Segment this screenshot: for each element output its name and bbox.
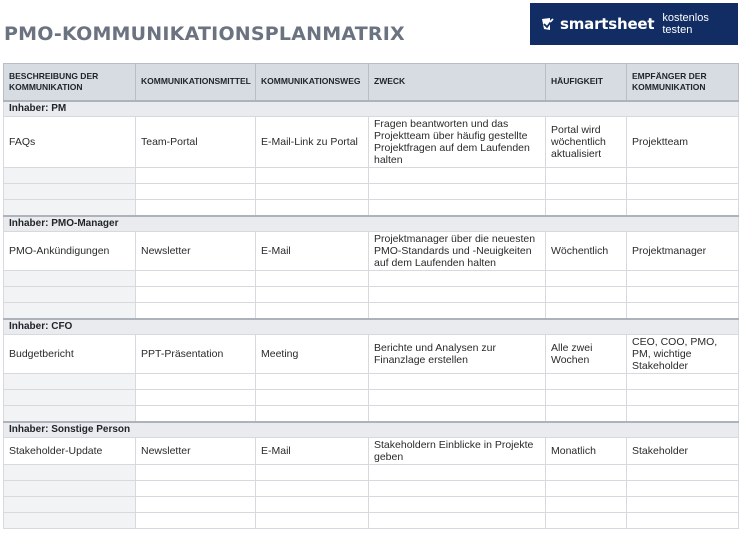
table-cell[interactable]: Wöchentlich bbox=[546, 232, 627, 271]
table-cell[interactable] bbox=[136, 374, 256, 390]
header-row bbox=[4, 64, 739, 101]
table-cell[interactable] bbox=[369, 184, 546, 200]
table-row bbox=[4, 271, 739, 287]
table-cell[interactable]: FAQs bbox=[4, 117, 136, 168]
table-cell[interactable] bbox=[136, 287, 256, 303]
table-cell[interactable] bbox=[136, 497, 256, 513]
table-cell[interactable] bbox=[546, 513, 627, 529]
table-row bbox=[4, 303, 739, 319]
table-row bbox=[4, 406, 739, 422]
brand-name: smartsheet bbox=[560, 15, 655, 33]
column-header: HÄUFIGKEIT bbox=[546, 64, 627, 101]
table-cell[interactable] bbox=[546, 497, 627, 513]
table-cell[interactable] bbox=[4, 481, 136, 497]
table-cell[interactable] bbox=[627, 497, 739, 513]
section-owner-label: Inhaber: PMO-Manager bbox=[4, 216, 739, 232]
table-cell[interactable] bbox=[136, 465, 256, 481]
section-owner-label: Inhaber: PM bbox=[4, 101, 739, 117]
column-header: KOMMUNIKATIONSMITTEL bbox=[136, 64, 256, 101]
column-header: EMPFÄNGER DER KOMMUNIKATION bbox=[627, 64, 739, 101]
table-cell[interactable] bbox=[4, 184, 136, 200]
column-header: KOMMUNIKATIONSWEG bbox=[256, 64, 369, 101]
table-row bbox=[4, 287, 739, 303]
table-cell[interactable]: Meeting bbox=[256, 335, 369, 374]
smartsheet-trial-banner[interactable] bbox=[530, 3, 738, 45]
table-cell[interactable] bbox=[546, 271, 627, 287]
table-cell[interactable]: E-Mail-Link zu Portal bbox=[256, 117, 369, 168]
table-cell[interactable] bbox=[627, 271, 739, 287]
table-cell[interactable]: E-Mail bbox=[256, 438, 369, 465]
table-cell[interactable]: Stakeholdern Einblicke in Projekte geben bbox=[369, 438, 546, 465]
table-cell[interactable] bbox=[256, 287, 369, 303]
table-cell[interactable] bbox=[256, 406, 369, 422]
table-cell[interactable] bbox=[256, 374, 369, 390]
table-cell[interactable] bbox=[546, 287, 627, 303]
table-cell[interactable] bbox=[369, 374, 546, 390]
table-cell[interactable] bbox=[256, 168, 369, 184]
table-cell[interactable] bbox=[546, 481, 627, 497]
table-row bbox=[4, 390, 739, 406]
table-cell[interactable]: PMO-Ankündigungen bbox=[4, 232, 136, 271]
table-cell[interactable] bbox=[369, 481, 546, 497]
table-cell[interactable] bbox=[136, 271, 256, 287]
table-cell[interactable]: Projektmanager über die neuesten PMO-Standards und -Neuigkeiten auf dem Laufenden halten bbox=[369, 232, 546, 271]
column-header: ZWECK bbox=[369, 64, 546, 101]
table-cell[interactable]: E-Mail bbox=[256, 232, 369, 271]
table-cell[interactable] bbox=[627, 303, 739, 319]
table-cell[interactable] bbox=[4, 513, 136, 529]
table-cell[interactable] bbox=[627, 168, 739, 184]
table-cell[interactable] bbox=[546, 184, 627, 200]
table-cell[interactable] bbox=[546, 374, 627, 390]
table-cell[interactable] bbox=[136, 168, 256, 184]
table-cell[interactable] bbox=[4, 271, 136, 287]
table-cell[interactable] bbox=[627, 513, 739, 529]
section-row bbox=[4, 101, 739, 117]
table-row bbox=[4, 335, 739, 374]
table-cell[interactable] bbox=[627, 465, 739, 481]
table-cell[interactable] bbox=[256, 497, 369, 513]
section-row bbox=[4, 216, 739, 232]
table-cell[interactable] bbox=[256, 390, 369, 406]
table-row bbox=[4, 513, 739, 529]
table-cell[interactable] bbox=[369, 168, 546, 184]
table-cell[interactable] bbox=[369, 200, 546, 216]
table-cell[interactable]: Budgetbericht bbox=[4, 335, 136, 374]
table-cell[interactable] bbox=[136, 303, 256, 319]
table-cell[interactable] bbox=[136, 406, 256, 422]
table-cell[interactable] bbox=[256, 481, 369, 497]
table-row bbox=[4, 117, 739, 168]
table-cell[interactable] bbox=[627, 390, 739, 406]
table-cell[interactable]: Newsletter bbox=[136, 438, 256, 465]
table-cell[interactable] bbox=[546, 168, 627, 184]
section-row bbox=[4, 422, 739, 438]
table-cell[interactable] bbox=[4, 200, 136, 216]
table-cell[interactable] bbox=[369, 406, 546, 422]
table-cell[interactable] bbox=[627, 374, 739, 390]
table-cell[interactable] bbox=[136, 513, 256, 529]
table-cell[interactable] bbox=[627, 184, 739, 200]
table-cell[interactable] bbox=[136, 390, 256, 406]
table-cell[interactable] bbox=[627, 200, 739, 216]
table-cell[interactable] bbox=[369, 497, 546, 513]
table-cell[interactable] bbox=[4, 497, 136, 513]
table-cell[interactable] bbox=[546, 465, 627, 481]
table-cell[interactable] bbox=[546, 303, 627, 319]
table-cell[interactable]: Projektteam bbox=[627, 117, 739, 168]
table-cell[interactable]: Berichte und Analysen zur Finanzlage erstellen bbox=[369, 335, 546, 374]
table-row bbox=[4, 481, 739, 497]
table-row bbox=[4, 184, 739, 200]
table-cell[interactable] bbox=[256, 200, 369, 216]
table-cell[interactable] bbox=[136, 184, 256, 200]
table-cell[interactable]: Fragen beantworten und das Projektteam über häufig gestellte Projektfragen auf dem Laufenden halten bbox=[369, 117, 546, 168]
table-cell[interactable] bbox=[369, 513, 546, 529]
table-cell[interactable] bbox=[4, 465, 136, 481]
table-cell[interactable]: PPT-Präsentation bbox=[136, 335, 256, 374]
communication-matrix-table bbox=[3, 63, 739, 529]
column-header: BESCHREIBUNG DER KOMMUNIKATION bbox=[4, 64, 136, 101]
section-row bbox=[4, 319, 739, 335]
table-cell[interactable]: Stakeholder-Update bbox=[4, 438, 136, 465]
free-trial-link[interactable]: kostenlos testen bbox=[662, 12, 709, 36]
table-row bbox=[4, 168, 739, 184]
table-cell[interactable] bbox=[136, 481, 256, 497]
table-cell[interactable] bbox=[546, 200, 627, 216]
table-cell[interactable] bbox=[256, 303, 369, 319]
table-cell[interactable] bbox=[256, 513, 369, 529]
table-cell[interactable] bbox=[256, 271, 369, 287]
smartsheet-logo-icon bbox=[541, 17, 555, 31]
table-cell[interactable] bbox=[369, 271, 546, 287]
table-cell[interactable] bbox=[4, 287, 136, 303]
table-cell[interactable]: Newsletter bbox=[136, 232, 256, 271]
page-title: PMO-KOMMUNIKATIONSPLANMATRIX bbox=[4, 23, 405, 45]
table-cell[interactable] bbox=[627, 287, 739, 303]
table-row bbox=[4, 438, 739, 465]
table-cell[interactable]: CEO, COO, PMO, PM, wichtige Stakeholder bbox=[627, 335, 739, 374]
table-cell[interactable] bbox=[369, 287, 546, 303]
table-cell[interactable] bbox=[546, 406, 627, 422]
table-cell[interactable] bbox=[369, 303, 546, 319]
table-cell[interactable]: Projektmanager bbox=[627, 232, 739, 271]
table-cell[interactable]: Alle zwei Wochen bbox=[546, 335, 627, 374]
table-cell[interactable] bbox=[369, 390, 546, 406]
table-cell[interactable] bbox=[546, 390, 627, 406]
section-owner-label: Inhaber: Sonstige Person bbox=[4, 422, 739, 438]
table-cell[interactable] bbox=[136, 200, 256, 216]
table-cell[interactable]: Portal wird wöchentlich aktualisiert bbox=[546, 117, 627, 168]
table-cell[interactable]: Stakeholder bbox=[627, 438, 739, 465]
table-cell[interactable] bbox=[4, 406, 136, 422]
table-cell[interactable] bbox=[256, 465, 369, 481]
table-cell[interactable] bbox=[4, 374, 136, 390]
table-cell[interactable] bbox=[256, 184, 369, 200]
table-row bbox=[4, 374, 739, 390]
table-cell[interactable] bbox=[627, 406, 739, 422]
table-row bbox=[4, 465, 739, 481]
table-cell[interactable] bbox=[4, 303, 136, 319]
table-row bbox=[4, 200, 739, 216]
table-cell[interactable] bbox=[369, 465, 546, 481]
table-row bbox=[4, 232, 739, 271]
table-row bbox=[4, 497, 739, 513]
table-cell[interactable] bbox=[627, 481, 739, 497]
section-owner-label: Inhaber: CFO bbox=[4, 319, 739, 335]
table-cell[interactable]: Team-Portal bbox=[136, 117, 256, 168]
table-cell[interactable] bbox=[4, 168, 136, 184]
table-cell[interactable]: Monatlich bbox=[546, 438, 627, 465]
table-cell[interactable] bbox=[4, 390, 136, 406]
